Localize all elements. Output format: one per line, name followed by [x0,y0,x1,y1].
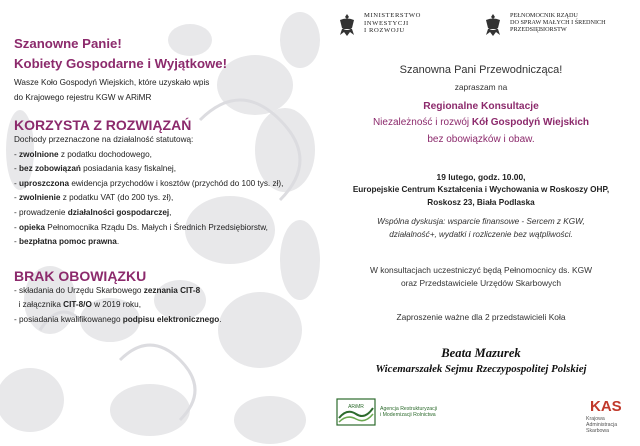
no-obligation-list [14,284,314,328]
arimr-logo-line-2: i Modernizacji Rolnictwa [380,412,436,418]
section-no-obligation-title: BRAK OBOWIĄZKU [14,267,147,284]
participants-line-2: oraz Przedstawiciele Urzędów Skarbowych [400,278,562,288]
list-item: i załącznika CIT-8/O w 2019 roku, [14,300,141,310]
ministry-logo [336,12,421,38]
event-subtitle: Niezależność i rozwój Kół Gospodyń Wiejskich [372,117,590,128]
right-panel [322,0,640,446]
list-item: - zwolnienie z podatku VAT (do 200 tys. zł), [14,193,174,203]
benefits-list [14,148,314,250]
section-benefits-intro: Dochody przeznaczone na działalność statutową: [14,135,194,144]
arimr-logo-icon [336,398,376,426]
event-place-line-1: Europejskie Centrum Kształcenia i Wychowania w Roskoszy OHP, [352,185,610,194]
discussion-line-2: działalność+, wydatki i rozliczenie bez wątpliwości. [389,230,573,239]
eagle-emblem-icon [482,12,504,38]
event-date: 19 lutego, godz. 10.00, [436,172,526,182]
invite-text: zapraszam na [454,82,508,92]
arimr-mark-text: ARiMR [348,404,364,410]
plenipotentiary-logo-line-1: PEŁNOMOCNIK RZĄDU [510,12,578,19]
section-benefits-title: KORZYSTA Z ROZWIĄZAŃ [14,117,192,133]
list-item: - opieka Pełnomocnika Rządu Ds. Małych i Średnich Przedsiębiorstw, [14,222,268,232]
list-item: - bez zobowiązań posiadania kasy fiskalnej, [14,164,177,174]
event-subtitle-2: bez obowiązków i obaw. [427,134,535,145]
discussion-line-1: Wspólna dyskusja: wsparcie finansowe - Sercem z KGW, [377,217,585,226]
event-title: Regionalne Konsultacje [423,101,539,112]
list-item: - uproszczona ewidencja przychodów i kosztów (przychód do 100 tys. zł), [14,178,284,188]
greeting-line-2: Kobiety Gospodarne i Wyjątkowe! [14,56,227,71]
list-item: - zwolnione z podatku dochodowego, [14,149,152,159]
plenipotentiary-logo [482,12,606,38]
list-item: - posiadania kwalifikowanego podpisu elektronicznego. [14,314,222,324]
kas-logo [586,394,634,435]
validity-note: Zaproszenie ważne dla 2 przedstawicieli Koła [396,312,566,322]
plenipotentiary-logo-line-3: PRZEDSIĘBIORSTW [510,26,567,34]
kas-mark-text: KAS [590,398,622,415]
signer-role: Wicemarszałek Sejmu Rzeczypospolitej Polskiej [375,363,587,375]
intro-line-1: Wasze Koło Gospodyń Wiejskich, które uzyskało wpis [14,78,210,87]
signer-name: Beata Mazurek [441,346,521,360]
plenipotentiary-logo-line-2: DO SPRAW MAŁYCH I ŚREDNICH [510,19,606,27]
list-item: - składania do Urzędu Skarbowego zeznania CIT-8 [14,285,201,295]
participants-line-1: W konsultacjach uczestniczyć będą Pełnomocnicy ds. KGW [369,265,593,275]
kas-logo-icon [588,394,622,416]
ministry-logo-line-2: INWESTYCJI [364,19,409,27]
event-place-line-2: Roskosz 23, Biała Podlaska [427,198,535,207]
kas-logo-line-2: Skarbowa [586,428,610,435]
list-item: - bezpłatna pomoc prawna. [14,237,120,247]
arimr-logo-line-1: Agencja Restrukturyzacji [380,405,438,412]
list-item: - prowadzenie działalności gospodarczej, [14,207,172,217]
eagle-emblem-icon [336,12,358,38]
greeting-line-1: Szanowne Panie! [14,36,122,51]
kas-logo-line-1: Krajowa Administracja [586,416,618,429]
left-text-block [14,34,314,328]
salutation: Szanowna Pani Przewodnicząca! [399,64,563,76]
arimr-logo [336,398,437,426]
ministry-logo-line-3: I ROZWOJU [364,27,405,35]
intro-line-2: do Krajowego rejestru KGW w ARiMR [14,93,152,102]
ministry-logo-line-1: MINISTERSTWO [364,12,422,19]
